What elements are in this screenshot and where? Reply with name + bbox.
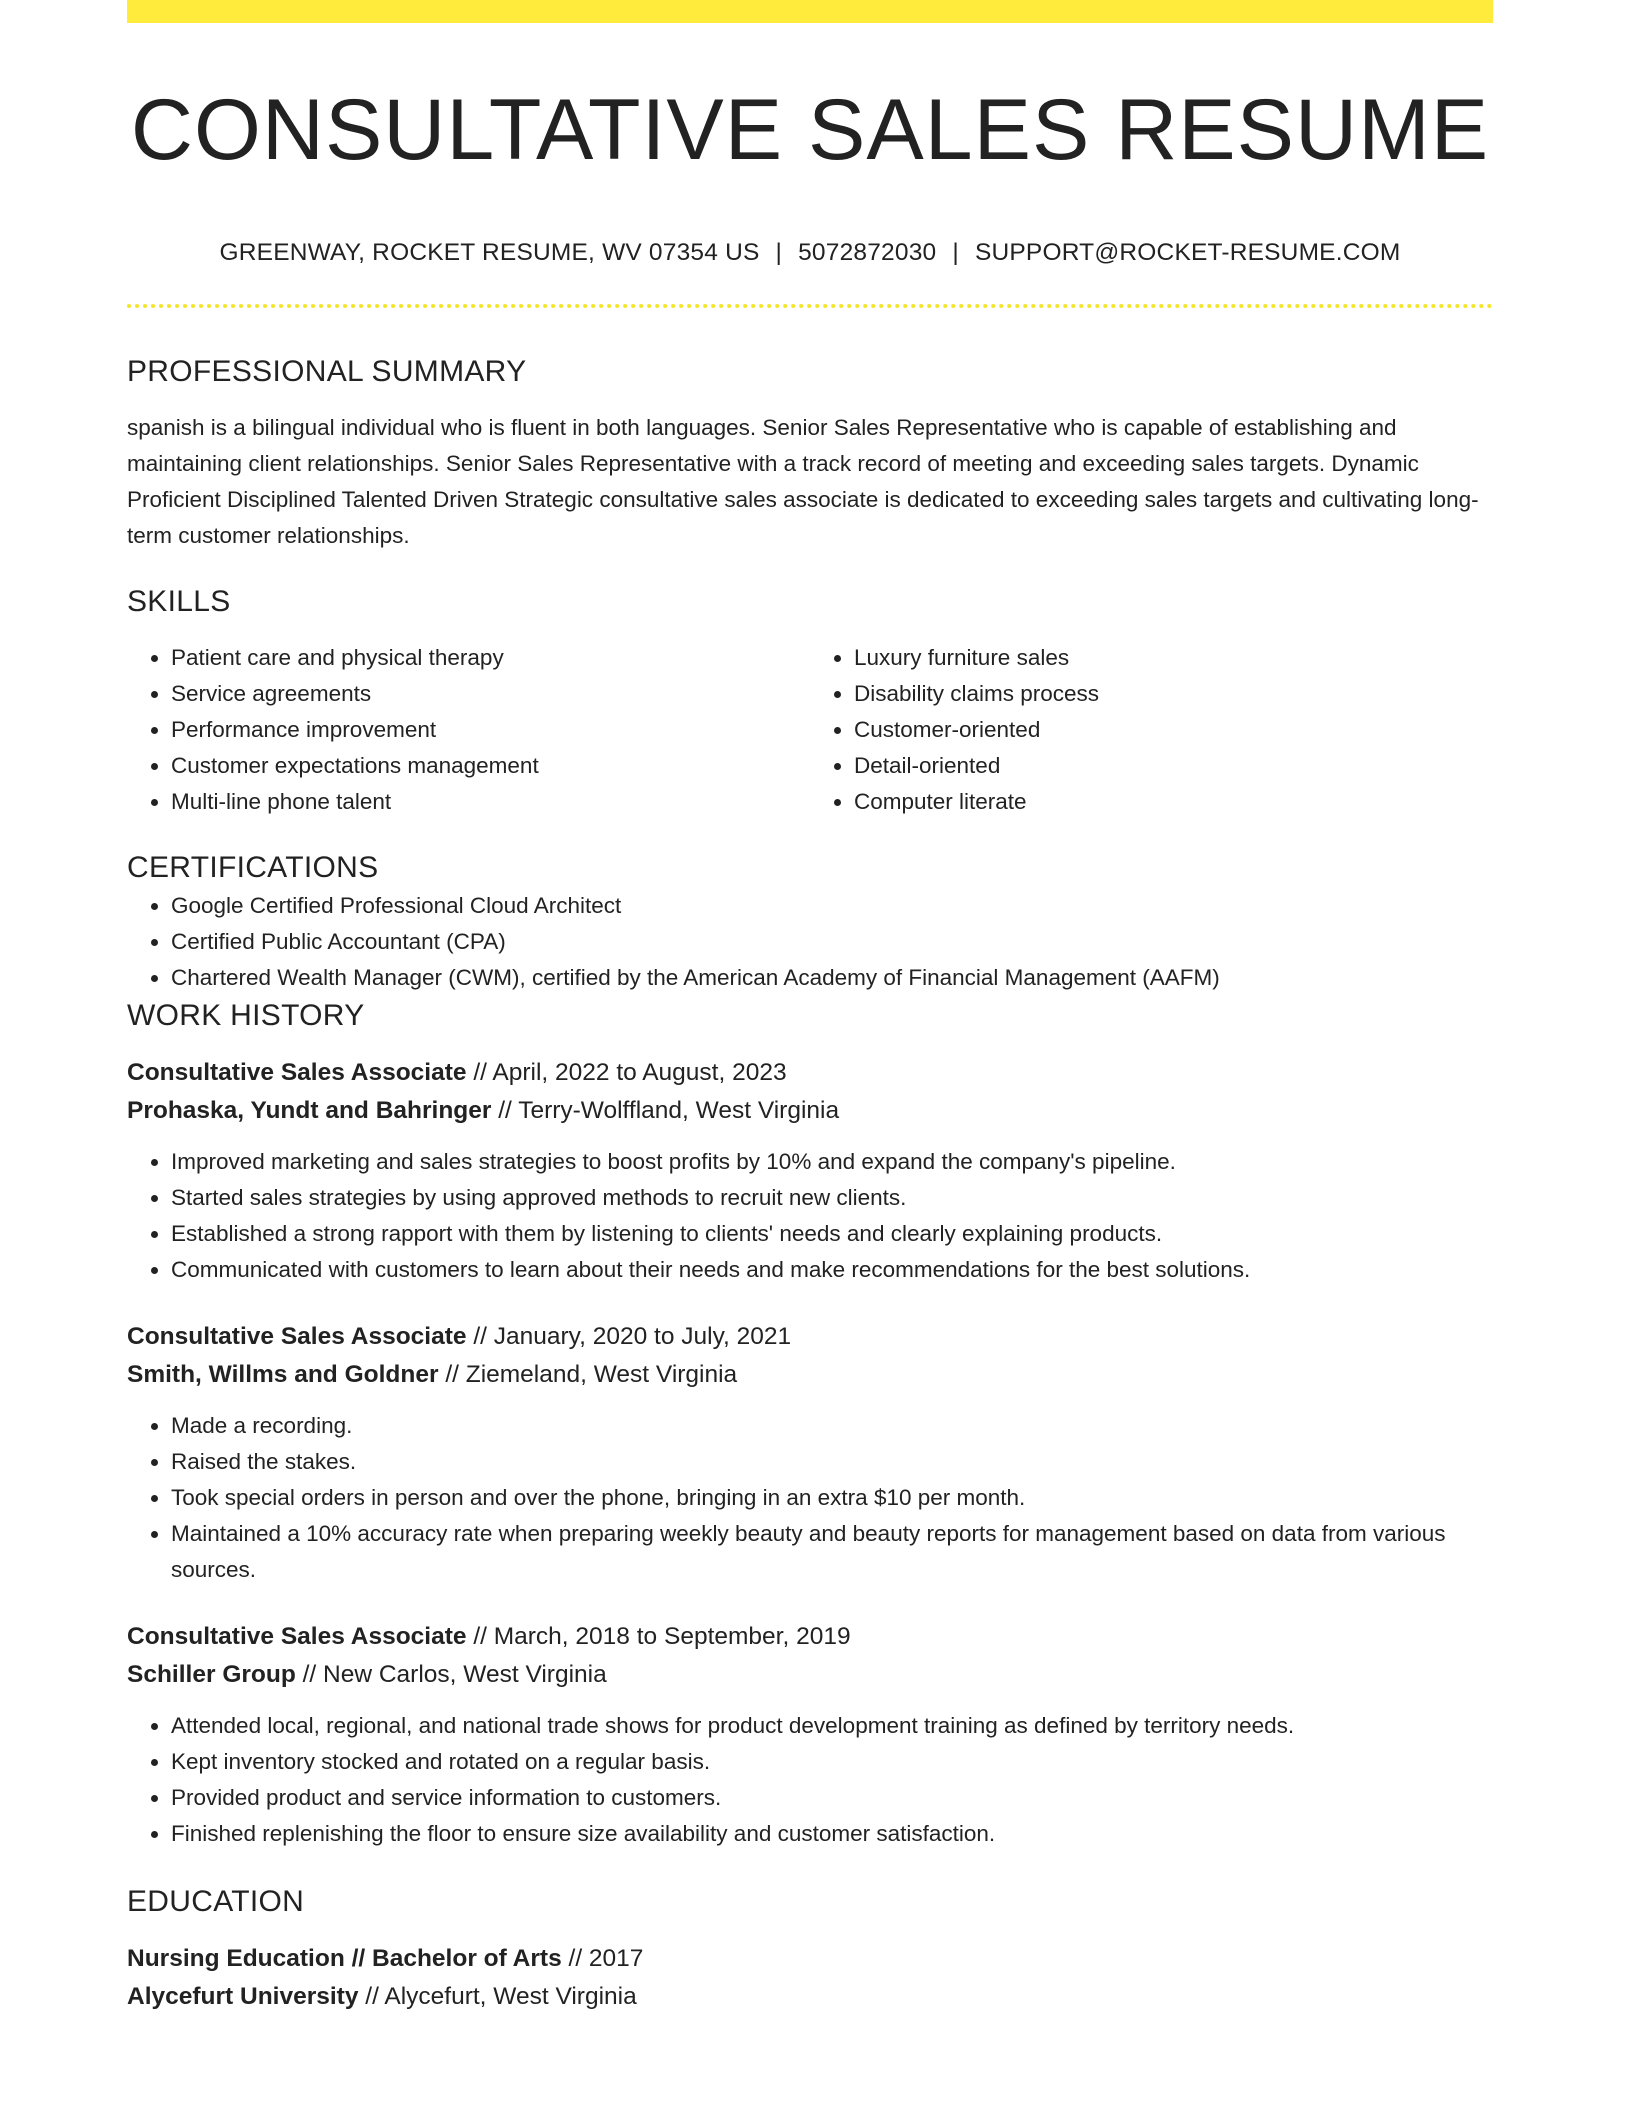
contact-separator: | [775, 239, 783, 266]
resume-title: CONSULTATIVE SALES RESUME [130, 82, 1490, 178]
job-company-line [127, 1656, 1493, 1694]
skill-item: • Customer-oriented [854, 712, 1493, 748]
job-company: Smith, Willms and Goldner [127, 1361, 439, 1388]
job-entry [127, 1618, 1493, 1852]
job-bullet: • Provided product and service information to customers. [171, 1780, 1493, 1816]
job-bullet: • Maintained a 10% accuracy rate when preparing weekly beauty and beauty reports for management based on data from various sources. [171, 1516, 1493, 1588]
certifications-list [127, 888, 1493, 996]
job-title: Consultative Sales Associate [127, 1059, 467, 1086]
job-dates: // April, 2022 to August, 2023 [466, 1059, 787, 1086]
job-bullet: • Communicated with customers to learn about their needs and make recommendations for the best solutions. [171, 1252, 1493, 1288]
job-bullet: • Kept inventory stocked and rotated on a regular basis. [171, 1744, 1493, 1780]
education-location: // Alycefurt, West Virginia [358, 1983, 637, 2010]
job-bullet: • Raised the stakes. [171, 1444, 1493, 1480]
job-company: Schiller Group [127, 1661, 296, 1688]
job-company: Prohaska, Yundt and Bahringer [127, 1097, 492, 1124]
job-company-line [127, 1356, 1493, 1394]
job-bullet: • Established a strong rapport with them by listening to clients' needs and clearly explaining products. [171, 1216, 1493, 1252]
job-company-line [127, 1092, 1493, 1130]
summary-text: spanish is a bilingual individual who is fluent in both languages. Senior Sales Representative who is capable of establishing and maintaining client relationships. Senior Sales Representative with a track record of meeting and exceeding sales targets. Dynamic Proficient Disciplined Talented Driven Strategic consultative sales associate is dedicated to exceeding sales targets and cultivating long-term customer relationships. [127, 415, 1479, 548]
skills-heading: SKILLS [127, 585, 231, 618]
skill-item: • Service agreements [171, 676, 810, 712]
skills-right-list [810, 640, 1493, 820]
skill-item: • Detail-oriented [854, 748, 1493, 784]
job-bullet: • Made a recording. [171, 1408, 1493, 1444]
job-title-line [127, 1618, 1493, 1656]
job-entry [127, 1318, 1493, 1588]
job-location: // Terry-Wolffland, West Virginia [491, 1097, 840, 1124]
education-year: // 2017 [561, 1945, 644, 1972]
skill-item: • Customer expectations management [171, 748, 810, 784]
job-title-line [127, 1318, 1493, 1356]
job-bullets [127, 1144, 1493, 1288]
dotted-divider [127, 304, 1493, 308]
work-history-heading: WORK HISTORY [127, 999, 365, 1032]
education-school-line [127, 1978, 1493, 2016]
contact-address: GREENWAY, ROCKET RESUME, WV 07354 US [219, 239, 760, 266]
job-dates: // March, 2018 to September, 2019 [466, 1623, 851, 1650]
certifications-heading: CERTIFICATIONS [127, 851, 379, 884]
job-title: Consultative Sales Associate [127, 1623, 467, 1650]
job-location: // New Carlos, West Virginia [295, 1661, 607, 1688]
job-bullet: • Started sales strategies by using approved methods to recruit new clients. [171, 1180, 1493, 1216]
job-bullet: • Took special orders in person and over the phone, bringing in an extra $10 per month. [171, 1480, 1493, 1516]
skills-columns [127, 640, 1493, 820]
education-entry [127, 1940, 1493, 2016]
skill-item: • Computer literate [854, 784, 1493, 820]
education-degree-line [127, 1940, 1493, 1978]
skills-left-list [127, 640, 810, 820]
top-accent-bar [127, 0, 1493, 23]
contact-separator: | [952, 239, 959, 266]
job-location: // Ziemeland, West Virginia [438, 1361, 738, 1388]
contact-phone: 5072872030 [798, 239, 937, 266]
job-bullet: • Improved marketing and sales strategies to boost profits by 10% and expand the company's pipeline. [171, 1144, 1493, 1180]
summary-heading: PROFESSIONAL SUMMARY [127, 355, 527, 388]
education-school: Alycefurt University [127, 1983, 359, 2010]
job-title-line [127, 1054, 1493, 1092]
skill-item: • Luxury furniture sales [854, 640, 1493, 676]
job-entry [127, 1054, 1493, 1288]
job-dates: // January, 2020 to July, 2021 [466, 1323, 792, 1350]
skill-item: • Performance improvement [171, 712, 810, 748]
skill-item: • Patient care and physical therapy [171, 640, 810, 676]
certification-item: • Chartered Wealth Manager (CWM), certified by the American Academy of Financial Management (AAFM) [171, 960, 1493, 996]
certification-item: • Certified Public Accountant (CPA) [171, 924, 1493, 960]
job-bullets [127, 1408, 1493, 1588]
skill-item: • Multi-line phone talent [171, 784, 810, 820]
job-bullet: • Finished replenishing the floor to ensure size availability and customer satisfaction. [171, 1816, 1493, 1852]
job-title: Consultative Sales Associate [127, 1323, 467, 1350]
education-degree: Nursing Education // Bachelor of Arts [127, 1945, 562, 1972]
contact-line [127, 236, 1493, 270]
resume-content [127, 352, 1493, 2016]
certification-item: • Google Certified Professional Cloud Architect [171, 888, 1493, 924]
job-bullets [127, 1708, 1493, 1852]
skill-item: • Disability claims process [854, 676, 1493, 712]
education-heading: EDUCATION [127, 1885, 305, 1918]
job-bullet: • Attended local, regional, and national trade shows for product development training as defined by territory needs. [171, 1708, 1493, 1744]
contact-email: SUPPORT@ROCKET-RESUME.COM [974, 239, 1401, 266]
